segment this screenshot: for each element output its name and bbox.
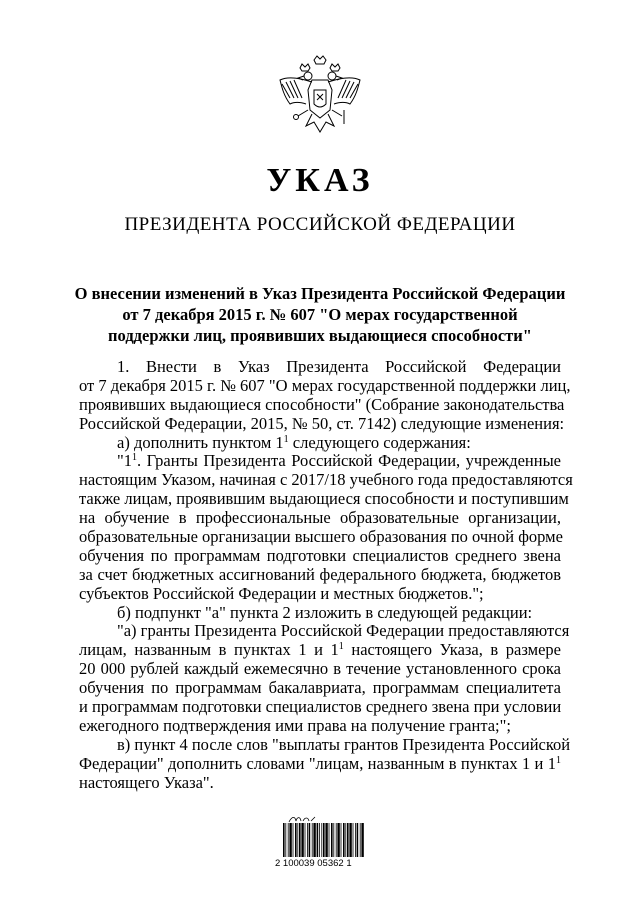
barcode-bar (299, 823, 301, 857)
superscript: 1 (132, 452, 137, 464)
barcode-bar (341, 823, 342, 857)
double-headed-eagle-emblem (276, 54, 364, 144)
text-run: "1 (117, 451, 132, 471)
barcode-bar (333, 823, 334, 857)
body-line: обучения по программам бакалавриата, программам специалитета (79, 678, 561, 698)
body-line (79, 641, 561, 660)
text-run: лицам, названным в пунктах 1 и 1 (79, 640, 339, 660)
body-line: и программам подготовки специалистов среднего звена при условии (79, 697, 562, 717)
heading-line: поддержки лиц, проявивших выдающиеся способности" (108, 326, 532, 345)
body-line (79, 452, 561, 471)
superscript: 1 (283, 433, 289, 445)
document-subtitle: ПРЕЗИДЕНТА РОССИЙСКОЙ ФЕДЕРАЦИИ (124, 214, 516, 235)
body-line: 20 000 рублей каждый ежемесячно в течение установленного срока (79, 659, 561, 679)
body-line: настоящим Указом, начиная с 2017/18 учебного года предоставляются (79, 470, 573, 490)
body-line: на обучение в профессиональные образовательные организации, (79, 508, 561, 528)
body-line: проявивших выдающиеся способности" (Собрание законодательства (79, 394, 565, 414)
barcode-bar (295, 823, 297, 857)
body-line: Российской Федерации, 2015, № 50, ст. 7142) следующие изменения: (79, 413, 565, 433)
barcode-bar (309, 823, 311, 857)
body-line: обучения по программам подготовки специалистов среднего звена (79, 545, 561, 565)
body-line: субъектов Российской Федерации и местных бюджетов."; (79, 583, 484, 603)
barcode-bar (336, 823, 337, 857)
barcode-bar (307, 823, 308, 857)
barcode-bar (321, 823, 322, 857)
text-run: следующего содержания: (288, 432, 471, 452)
barcode-bar (288, 823, 289, 857)
body-line: за счет бюджетных ассигнований федерального бюджета, бюджетов (79, 564, 561, 584)
barcode-bar (293, 823, 294, 857)
decree-heading (60, 283, 580, 346)
text-run: . Гранты Президента Российской Федерации, учрежденные (137, 451, 561, 471)
barcode-bar (301, 823, 303, 857)
body-line: также лицам, проявившим выдающиеся способности и поступившим (79, 489, 569, 509)
body-line: 1. Внести в Указ Президента Российской Федерации (117, 357, 561, 376)
heading-line: О внесении изменений в Указ Президента Российской Федерации (74, 284, 566, 303)
text-run: а) дополнить пунктом 1 (117, 432, 284, 452)
text-run: настоящего Указа, в размере (343, 640, 561, 660)
superscript: 1 (556, 754, 561, 766)
barcode-bar (312, 823, 313, 857)
heading-line: от 7 декабря 2015 г. № 607 "О мерах государственной (122, 305, 518, 324)
barcode-bar (329, 823, 330, 857)
barcode-bar (323, 823, 325, 857)
document-title: УКАЗ (266, 162, 374, 199)
barcode-bar (353, 823, 354, 857)
barcode-bar (337, 823, 339, 857)
barcode-bar (283, 823, 285, 857)
document-barcode (282, 823, 364, 857)
barcode-bar (349, 823, 351, 857)
barcode-bar (331, 823, 333, 857)
text-run: Федерации" дополнить словами "лицам, названным в пунктах 1 и 1 (79, 753, 556, 773)
barcode-number: 2 100039 05362 1 (275, 858, 352, 869)
barcode-bar (285, 823, 286, 857)
barcode-bar (343, 823, 345, 857)
barcode-bar (347, 823, 349, 857)
barcode-bar (361, 823, 363, 857)
barcode-bar (317, 823, 319, 857)
body-line: ежегодного подтверждения ими права на получение гранта;"; (79, 715, 511, 735)
body-line: настоящего Указа". (79, 772, 214, 792)
barcode-bar (297, 823, 298, 857)
barcode-bar (360, 823, 361, 857)
decree-body (79, 357, 573, 792)
barcode-bar (305, 823, 306, 857)
body-line (79, 434, 561, 453)
body-line: образовательные организации высшего образования по очной форме (79, 527, 563, 547)
body-line: б) подпункт "а" пункта 2 изложить в следующей редакции: (117, 602, 533, 622)
barcode-bar (325, 823, 327, 857)
barcode-bar (355, 823, 356, 857)
superscript: 1 (338, 641, 344, 653)
barcode-bar (357, 823, 359, 857)
barcode-bar (319, 823, 320, 857)
barcode-bar (345, 823, 346, 857)
body-line: от 7 декабря 2015 г. № 607 "О мерах государственной поддержки лиц, (79, 375, 571, 395)
barcode-bar (313, 823, 315, 857)
body-line (79, 755, 561, 774)
body-line: "а) гранты Президента Российской Федерации предоставляются (117, 621, 570, 641)
barcode-bar (289, 823, 291, 857)
body-line: в) пункт 4 после слов "выплаты грантов Президента Российской (117, 734, 571, 754)
